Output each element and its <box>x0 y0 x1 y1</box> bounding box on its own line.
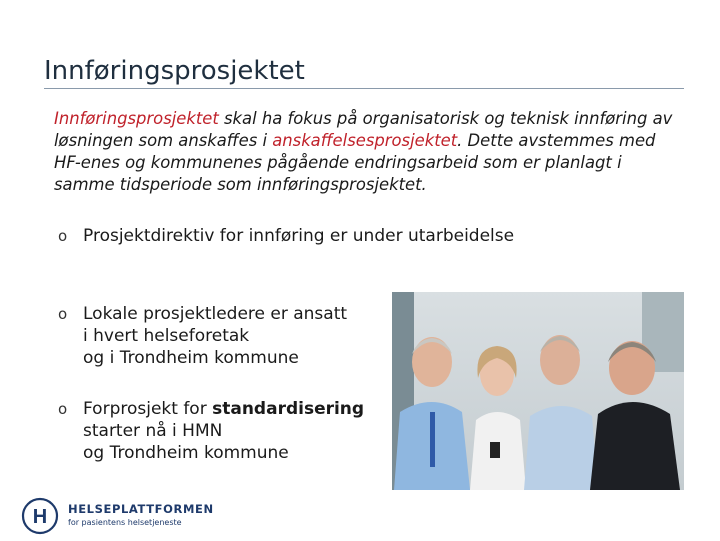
bullet-line <box>83 398 364 420</box>
intro-highlight-procurement: anskaffelsesprosjektet <box>272 131 458 150</box>
bullet-text <box>83 303 347 369</box>
bullet-marker: o <box>58 227 68 245</box>
bullet-marker: o <box>58 305 68 323</box>
bullet-line: starter nå i HMN <box>83 421 223 441</box>
logo-mark-icon <box>20 496 60 536</box>
team-photo <box>392 292 684 490</box>
intro-highlight-project: Innføringsprosjektet <box>54 109 219 128</box>
team-photo-illustration <box>392 292 684 490</box>
helseplattformen-logo <box>20 496 214 536</box>
bullet-text <box>83 398 364 464</box>
logo-tagline: for pasientens helsetjeneste <box>68 518 182 527</box>
bullet-text: Prosjektdirektiv for innføring er under utarbeidelse <box>83 226 515 246</box>
intro-text-1: skal ha fokus på organisatorisk og teknisk innføring av løsningen som anskaffes i <box>54 109 673 150</box>
bullet-marker: o <box>58 400 68 418</box>
bullet-line: og i Trondheim kommune <box>83 348 299 368</box>
bullet-line-prefix: Forprosjekt for <box>83 399 213 419</box>
bullet-line: Lokale prosjektledere er ansatt <box>83 304 348 324</box>
bullet-bold-term: standardisering <box>212 399 365 419</box>
intro-text-2: . Dette avstemmes med HF-enes og kommunenes pågående endringsarbeid som er planlagt i samme tidsperiode som innføringsprosjektet. <box>54 131 656 194</box>
bullet-line: og Trondheim kommune <box>83 443 289 463</box>
logo-name: HELSEPLATTFORMEN <box>68 502 214 516</box>
intro-paragraph <box>54 108 684 196</box>
bullet-line: i hvert helseforetak <box>83 326 250 346</box>
title-divider <box>44 88 684 89</box>
slide-title: Innføringsprosjektet <box>44 56 305 86</box>
logo-letter: H <box>32 506 48 528</box>
